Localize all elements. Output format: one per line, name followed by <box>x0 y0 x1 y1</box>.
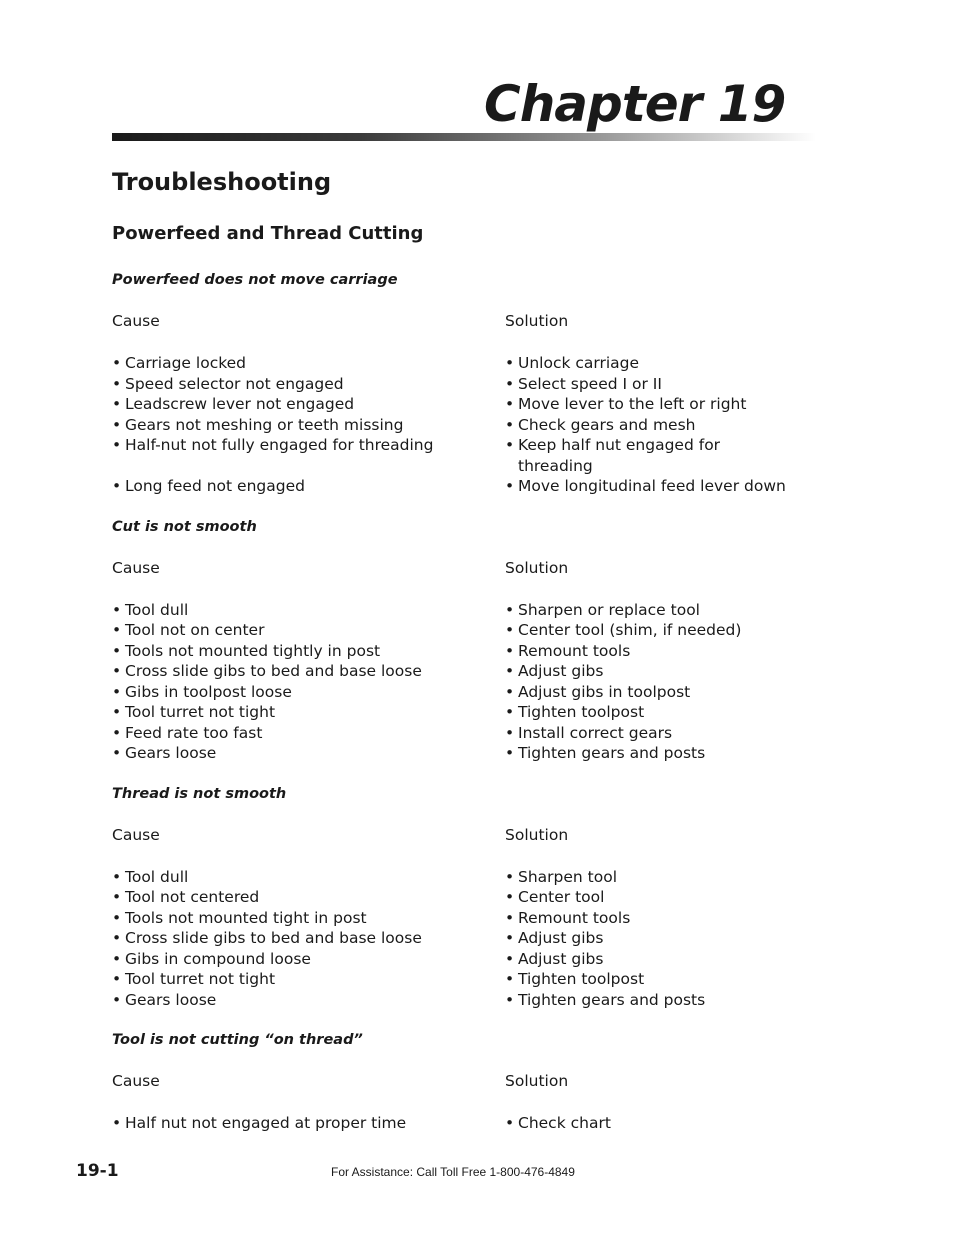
cause-item: • Cross slide gibs to bed and base loose <box>112 928 505 949</box>
solution-item: • Tighten gears and posts <box>505 990 805 1011</box>
cause-list <box>112 1113 505 1134</box>
solution-item: • Center tool <box>505 887 805 908</box>
cause-item: • Cross slide gibs to bed and base loose <box>112 661 505 682</box>
problem-title: Powerfeed does not move carriage <box>112 272 398 288</box>
cause-item: • Tools not mounted tight in post <box>112 908 505 929</box>
solution-item: • Check chart <box>505 1113 805 1134</box>
cause-item: • Gears loose <box>112 990 505 1011</box>
cause-header: Cause <box>112 312 160 330</box>
cause-list <box>112 353 505 497</box>
cause-item: • Leadscrew lever not engaged <box>112 394 505 415</box>
cause-list <box>112 600 505 764</box>
problem-title: Tool is not cutting “on thread” <box>112 1032 363 1048</box>
cause-item: • Tool turret not tight <box>112 969 505 990</box>
solution-item: • Tighten gears and posts <box>505 743 805 764</box>
solution-item: • Adjust gibs <box>505 928 805 949</box>
solution-item: • Tighten toolpost <box>505 702 805 723</box>
page-number: 19-1 <box>76 1161 119 1181</box>
solution-item: • Move lever to the left or right <box>505 394 805 415</box>
solution-list <box>505 1113 805 1134</box>
solution-item: • Remount tools <box>505 641 805 662</box>
solution-item: • Sharpen tool <box>505 867 805 888</box>
cause-item: • Tool not centered <box>112 887 505 908</box>
cause-item: • Gibs in compound loose <box>112 949 505 970</box>
cause-item: • Long feed not engaged <box>112 476 505 497</box>
solution-item: • Keep half nut engaged for threading <box>505 435 748 476</box>
solution-item: • Remount tools <box>505 908 805 929</box>
cause-header: Cause <box>112 1072 160 1090</box>
cause-item: • Tool turret not tight <box>112 702 505 723</box>
cause-item: • Tools not mounted tightly in post <box>112 641 505 662</box>
cause-item: • Speed selector not engaged <box>112 374 505 395</box>
cause-item: • Feed rate too fast <box>112 723 505 744</box>
solution-item: • Center tool (shim, if needed) <box>505 620 805 641</box>
cause-solution-row <box>112 600 812 764</box>
solution-header: Solution <box>505 312 569 330</box>
chapter-rule <box>112 133 816 141</box>
problem-title: Cut is not smooth <box>112 518 257 535</box>
solution-item: • Adjust gibs in toolpost <box>505 682 805 703</box>
cause-list <box>112 867 505 1011</box>
solution-item: • Sharpen or replace tool <box>505 600 805 621</box>
solution-header: Solution <box>505 825 569 844</box>
solution-header: Solution <box>505 558 569 577</box>
column-headers <box>112 557 812 579</box>
solution-item: • Adjust gibs <box>505 949 805 970</box>
cause-item: • Half-nut not fully engaged for threading <box>112 435 505 456</box>
solution-item: • Tighten toolpost <box>505 969 805 990</box>
cause-item: • Carriage locked <box>112 353 505 374</box>
subsection-title: Powerfeed and Thread Cutting <box>112 223 424 244</box>
solution-item: • Adjust gibs <box>505 661 805 682</box>
solution-list <box>505 600 805 764</box>
footer-assistance-text: For Assistance: Call Toll Free 1-800-476-4849 <box>331 1165 575 1179</box>
column-headers <box>112 310 812 332</box>
column-headers <box>112 824 812 846</box>
solution-item: • Install correct gears <box>505 723 805 744</box>
cause-solution-row <box>112 867 812 1011</box>
solution-list <box>505 353 805 497</box>
problem-block <box>112 516 812 783</box>
problem-block <box>112 269 812 516</box>
solution-item: • Unlock carriage <box>505 353 805 374</box>
problem-block <box>112 1029 812 1134</box>
cause-header: Cause <box>112 825 160 844</box>
solution-item: • Move longitudinal feed lever down <box>505 476 805 497</box>
troubleshooting-content <box>112 269 812 1134</box>
solution-item: • Select speed I or II <box>505 374 805 395</box>
problem-block <box>112 783 812 1030</box>
cause-item: • Half nut not engaged at proper time <box>112 1113 505 1134</box>
cause-item: • Gibs in toolpost loose <box>112 682 505 703</box>
cause-item: • Tool not on center <box>112 620 505 641</box>
solution-header: Solution <box>505 1072 569 1090</box>
solution-list <box>505 867 805 1011</box>
solution-item: • Check gears and mesh <box>505 415 805 436</box>
cause-solution-row <box>112 353 812 497</box>
cause-item: • Tool dull <box>112 867 505 888</box>
section-title: Troubleshooting <box>112 168 332 196</box>
cause-item: • Gears not meshing or teeth missing <box>112 415 505 436</box>
cause-item: • Tool dull <box>112 600 505 621</box>
chapter-title: Chapter 19 <box>484 75 786 133</box>
column-headers <box>112 1070 812 1092</box>
cause-item: • Gears loose <box>112 743 505 764</box>
cause-solution-row <box>112 1113 812 1134</box>
problem-title: Thread is not smooth <box>112 785 287 802</box>
cause-header: Cause <box>112 558 160 577</box>
